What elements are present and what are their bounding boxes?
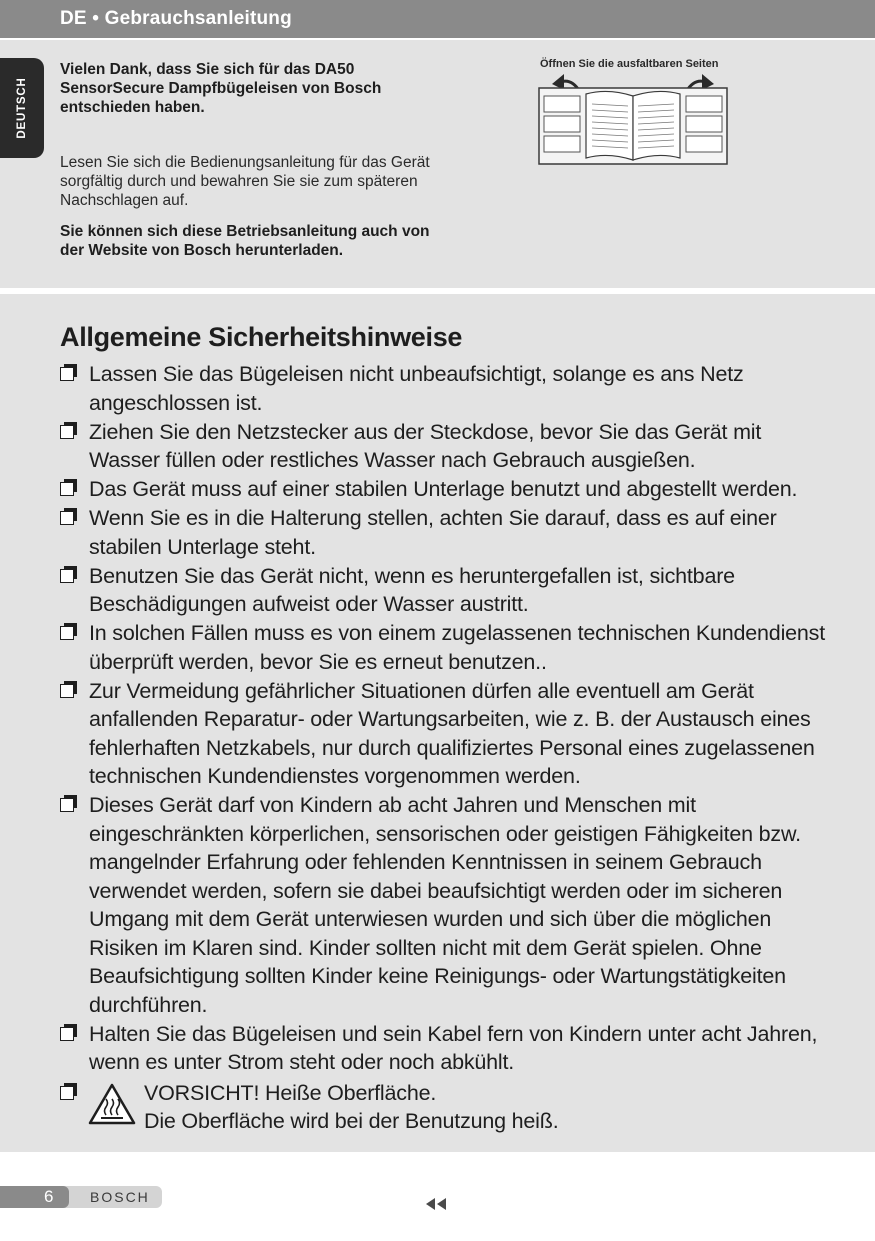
list-item-text: Das Gerät muss auf einer stabilen Unterlage benutzt und abgestellt werden.	[89, 477, 798, 501]
list-item	[60, 504, 830, 561]
intro-title: Vielen Dank, dass Sie sich für das DA50 SensorSecure Dampfbügeleisen von Bosch entschieden haben.	[60, 61, 382, 116]
checkbox-bullet-icon	[60, 482, 74, 496]
checkbox-bullet-icon	[60, 569, 74, 583]
safety-title: Allgemeine Sicherheitshinweise	[60, 322, 463, 352]
list-item-text: Halten Sie das Bügeleisen und sein Kabel fern von Kindern unter acht Jahren, wenn es unter Strom steht oder noch abkühlt.	[89, 1021, 818, 1074]
hot-surface-warning-icon	[88, 1083, 136, 1125]
brand-name: BOSCH	[90, 1189, 150, 1205]
list-item-text: Lassen Sie das Bügeleisen nicht unbeaufsichtigt, solange es ans Netz angeschlossen ist.	[89, 362, 744, 415]
list-item	[60, 619, 830, 676]
checkbox-bullet-icon	[60, 798, 74, 812]
previous-page-icon[interactable]	[424, 1196, 450, 1212]
warning-text: Die Oberfläche wird bei der Benutzung heiß.	[144, 1109, 559, 1133]
list-item-text: Dieses Gerät darf von Kindern ab acht Jahren und Menschen mit eingeschränkten körperlichen, sensorischen oder geistigen Fähigkeiten bzw. mangelnder Erfahrung oder fehlenden Kenntnissen in seinem Gebrauch verwendet werden, sofern sie dabei beaufsichtigt werden oder im sicheren Umgang mit dem Gerät unterwiesen wurden und sich über die möglichen Risiken im Klaren sind. Kinder sollten nicht mit dem Gerät spielen. Ohne Beaufsichtigung sollten Kinder keine Reinigungs- oder Wartungstätigkeiten durchführen.	[89, 793, 801, 1017]
download-note: Sie können sich diese Betriebsanleitung auch von der Website von Bosch herunterladen.	[60, 223, 430, 259]
header-title: DE • Gebrauchsanleitung	[60, 8, 292, 29]
checkbox-bullet-icon	[60, 367, 74, 381]
checkbox-bullet-icon	[60, 425, 74, 439]
hot-surface-warning	[60, 1079, 830, 1141]
intro-text: Lesen Sie sich die Bedienungsanleitung für das Gerät sorgfältig durch und bewahren Sie sie zum späteren Nachschlagen auf.	[60, 154, 430, 209]
fold-out-label: Öffnen Sie die ausfaltbaren Seiten	[540, 58, 719, 70]
list-item-text: Ziehen Sie den Netzstecker aus der Steckdose, bevor Sie das Gerät mit Wasser füllen oder restliches Wasser nach Gebrauch ausgießen.	[89, 419, 762, 472]
checkbox-bullet-icon	[60, 1027, 74, 1041]
list-item	[60, 1020, 830, 1077]
language-tab-label: DEUTSCH	[16, 77, 28, 139]
safety-list	[60, 360, 830, 1141]
list-item-text: Wenn Sie es in die Halterung stellen, achten Sie darauf, dass es auf einer stabilen Unterlage steht.	[89, 506, 777, 559]
warning-title: VORSICHT! Heiße Oberfläche.	[144, 1080, 437, 1105]
checkbox-bullet-icon	[60, 626, 74, 640]
fold-out-pages-icon	[538, 70, 728, 166]
list-item	[60, 562, 830, 619]
checkbox-bullet-icon	[60, 1086, 74, 1100]
list-item	[60, 791, 830, 1019]
list-item-text: Benutzen Sie das Gerät nicht, wenn es heruntergefallen ist, sichtbare Beschädigungen aufweist oder Wasser austritt.	[89, 563, 735, 616]
list-item-text: Zur Vermeidung gefährlicher Situationen dürfen alle eventuell am Gerät anfallenden Reparatur- oder Wartungsarbeiten, wie z. B. der Austausch eines fehlerhaften Netzkabels, nur durch qualifiziertes Personal eines zugelassenen technischen Kundendienstes vorgenommen werden.	[89, 678, 815, 788]
list-item	[60, 418, 830, 475]
list-item	[60, 475, 830, 504]
list-item	[60, 677, 830, 791]
page-number-box	[0, 1186, 69, 1208]
checkbox-bullet-icon	[60, 511, 74, 525]
list-item-text: In solchen Fällen muss es von einem zugelassenen technischen Kundendienst überprüft werden, bevor Sie es erneut benutzen..	[89, 621, 825, 674]
list-item	[60, 360, 830, 417]
page-number: 6	[44, 1187, 54, 1206]
header-bar	[0, 0, 875, 38]
checkbox-bullet-icon	[60, 684, 74, 698]
